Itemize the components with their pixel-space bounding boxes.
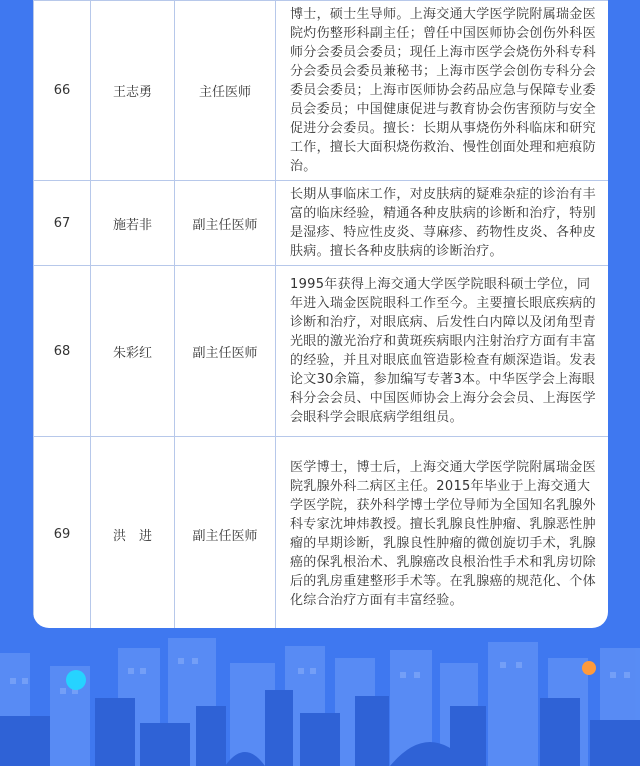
row-number: 69 [34,437,91,629]
doctor-title: 主任医师 [175,1,276,181]
doctor-name: 朱彩红 [91,266,175,437]
table-row [34,266,609,437]
doctor-table-card [33,0,608,628]
doctor-title: 副主任医师 [175,266,276,437]
doctor-name: 施若非 [91,181,175,266]
doctor-description: 长期从事临床工作，对皮肤病的疑难杂症的诊治有丰富的临床经验，精通各种皮肤病的诊断和治疗，特别是湿疹、特应性皮炎、荨麻疹、药物性皮炎、各种皮肤病。擅长各种皮肤病的诊断治疗。 [276,181,609,266]
table-row [34,1,609,181]
table-row [34,437,609,629]
doctor-description: 1995年获得上海交通大学医学院眼科硕士学位，同年进入瑞金医院眼科工作至今。主要擅长眼底疾病的诊断和治疗，对眼底病、后发性白内障以及闭角型青光眼的激光治疗和黄斑疾病眼内注射治疗方面有丰富的经验，并且对眼底血管造影检查有颇深造诣。发表论文30余篇，参加编写专著3本。中华医学会上海眼科分会会员、中国医师协会上海分会会员、上海医学会眼科学会眼底病学组组员。 [276,266,609,437]
city-skyline-illustration [0,628,640,766]
doctor-description: 医学博士，博士后，上海交通大学医学院附属瑞金医院乳腺外科二病区主任。2015年毕业于上海交通大学医学院，获外科学博士学位导师为全国知名乳腺外科专家沈坤炜教授。擅长乳腺良性肿瘤、乳腺恶性肿瘤的早期诊断，乳腺良性肿瘤的微创旋切手术，乳腺癌的保乳根治术、乳腺癌改良根治性手术和乳房切除后的乳房重建整形手术等。在乳腺癌的规范化、个体化综合治疗方面有丰富经验。 [276,437,609,629]
doctor-description: 博士，硕士生导师。上海交通大学医学院附属瑞金医院灼伤整形科副主任；曾任中国医师协会创伤外科医师分会委员会委员；现任上海市医学会烧伤外科专科分会委员会委员兼秘书；上海市医学会创伤专科分会委员会委员；上海市医师协会药品应急与保障专业委员会委员；中国健康促进与教育协会伤害预防与安全促进分会委员。擅长：长期从事烧伤外科临床和研究工作，擅长大面积烧伤救治、慢性创面处理和疤痕防治。 [276,1,609,181]
table-row [34,181,609,266]
doctor-table [33,0,608,628]
doctor-name: 洪 进 [91,437,175,629]
row-number: 68 [34,266,91,437]
doctor-title: 副主任医师 [175,437,276,629]
doctor-name: 王志勇 [91,1,175,181]
row-number: 66 [34,1,91,181]
light-dot-icon [66,670,86,690]
row-number: 67 [34,181,91,266]
light-dot-icon [582,661,596,675]
doctor-title: 副主任医师 [175,181,276,266]
